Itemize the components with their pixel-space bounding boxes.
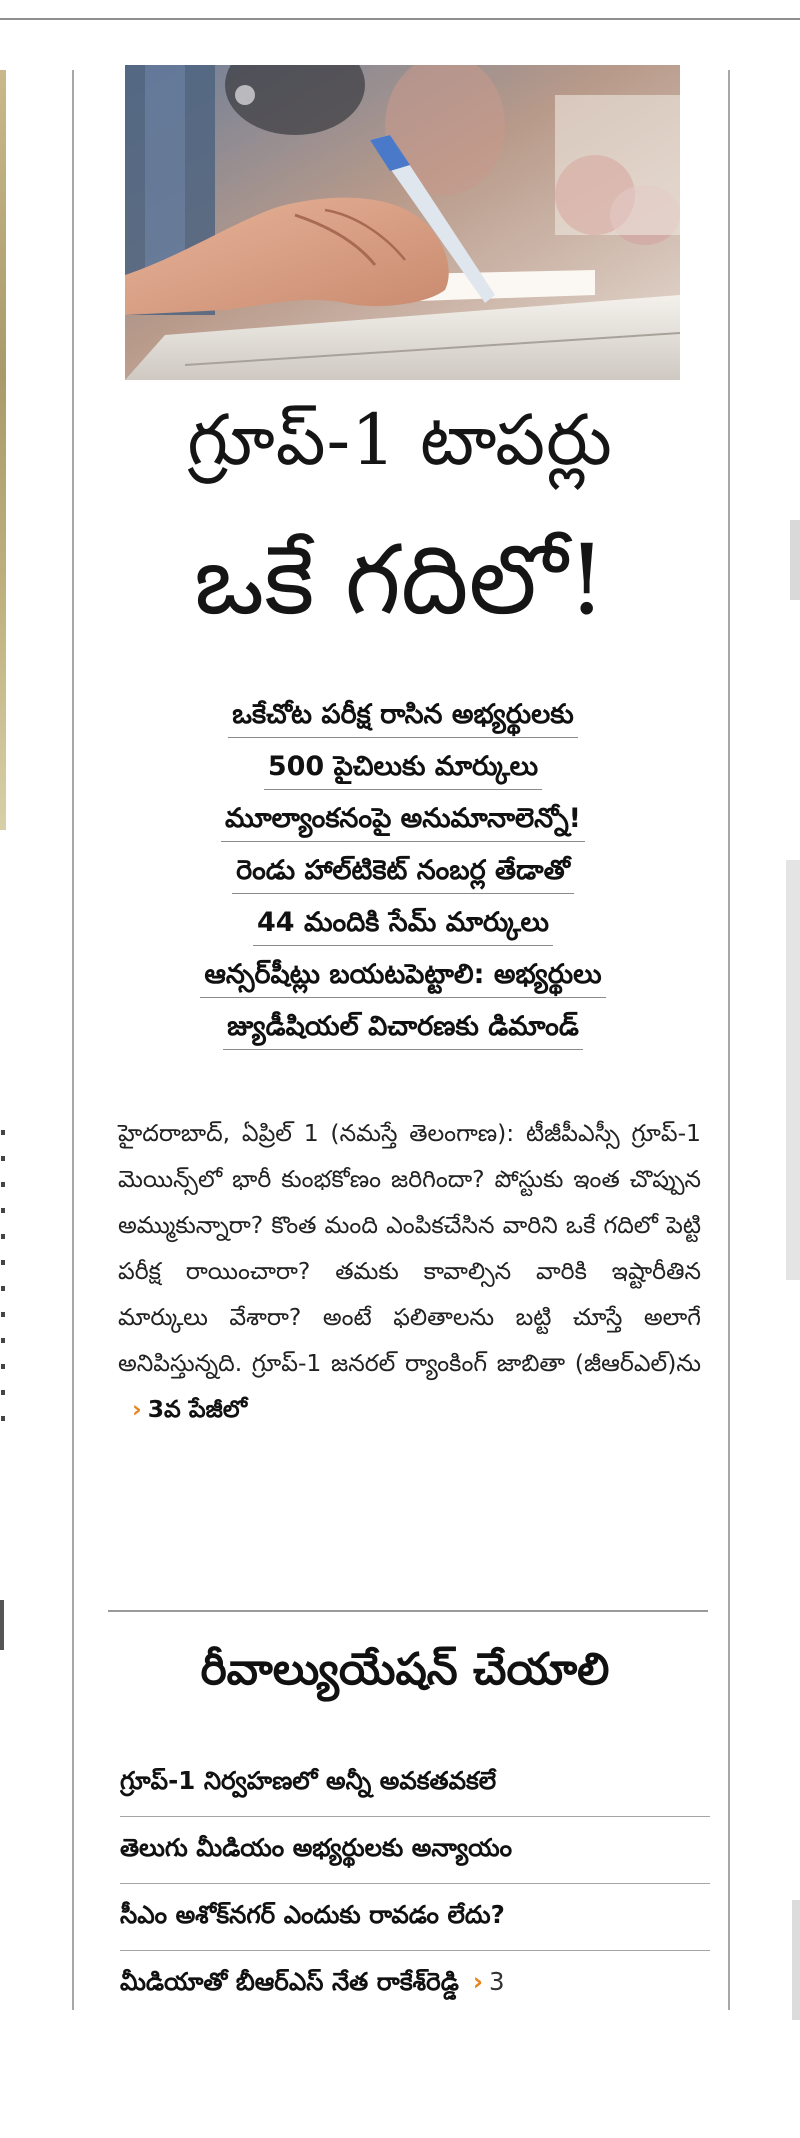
story-point: మీడియాతో బీఆర్ఎస్ నేత రాకేశ్‌రెడ్డి › 3 xyxy=(120,1967,505,1996)
jump-label: 3వ పేజీలో xyxy=(147,1395,247,1423)
chevron-right-icon: › xyxy=(132,1395,142,1423)
deck-line: రెండు హాల్‌టికెట్ నంబర్ల తేడాతో xyxy=(128,846,678,898)
column-rule-right xyxy=(728,70,730,2010)
adjacent-column-edge-right xyxy=(792,1900,800,2020)
article-body xyxy=(118,1110,701,1432)
deck-line: జ్యుడీషియల్ విచారణకు డిమాండ్ xyxy=(128,1002,678,1054)
deck-line: ఒకేచోట పరీక్ష రాసిన అభ్యర్థులకు xyxy=(128,690,678,742)
story-point: తెలుగు మీడియం అభ్యర్థులకు అన్యాయం xyxy=(120,1817,710,1884)
deck-line: 500 పైచిలుకు మార్కులు xyxy=(128,742,678,794)
top-rule xyxy=(0,18,800,20)
headline-line-1: గ్రూప్-1 టాపర్లు xyxy=(187,399,613,481)
story-point: గ్రూప్-1 నిర్వహణలో అన్నీ అవకతవకలే xyxy=(120,1750,710,1817)
article-body-text: హైదరాబాద్, ఏప్రిల్ 1 (నమస్తే తెలంగాణ): టీజీపీఎస్సీ గ్రూప్-1 మెయిన్స్‌లో భారీ కుంభకోణం జరిగిందా? పోస్టుకు ఇంత చొప్పున అమ్ముకున్నారా? కొంత మంది ఎంపికచేసిన వారిని ఒకే గదిలో పెట్టి పరీక్ష రాయించారా? తమకు కావాల్సిన వారికి ఇష్టారీతిన మార్కులు వేశారా? అంటే ఫలితాలను బట్టి చూస్తే అలాగే అనిపిస్తున్నది. గ్రూప్-1 జనరల్ ర్యాంకింగ్ జాబితా (జీఆర్ఎల్)ను xyxy=(118,1119,701,1377)
section-divider xyxy=(108,1610,708,1612)
article-photo xyxy=(125,65,680,380)
deck-line: 44 మందికి సేమ్ మార్కులు xyxy=(128,898,678,950)
deck-line: మూల్యాంకనంపై అనుమానాలెన్నో! xyxy=(128,794,678,846)
adjacent-photo-edge xyxy=(0,70,6,830)
adjacent-column-edge xyxy=(1,1130,5,1430)
headline-line-2: ఒకే గదిలో! xyxy=(194,524,606,636)
sub-deck xyxy=(128,690,678,1054)
jump-page-number[interactable]: 3 xyxy=(488,1967,505,1996)
exam-writing-photo xyxy=(125,65,680,380)
sidebar-story-points xyxy=(120,1750,710,2017)
adjacent-column-edge-right xyxy=(786,860,800,1280)
adjacent-column-edge-right xyxy=(790,520,800,600)
story-point: సీఎం అశోక్‌నగర్ ఎందుకు రావడం లేదు? xyxy=(120,1884,710,1951)
deck-line: ఆన్సర్‌షీట్లు బయటపెట్టాలి: అభ్యర్థులు xyxy=(128,950,678,1002)
sidebar-story-headline: రీవాల్యుయేషన్ చేయాలి xyxy=(200,1644,610,1695)
adjacent-column-mark xyxy=(0,1600,4,1650)
continued-jump-link[interactable] xyxy=(118,1395,247,1423)
column-rule-left xyxy=(72,70,74,2010)
chevron-right-icon[interactable]: › xyxy=(472,1967,483,1996)
